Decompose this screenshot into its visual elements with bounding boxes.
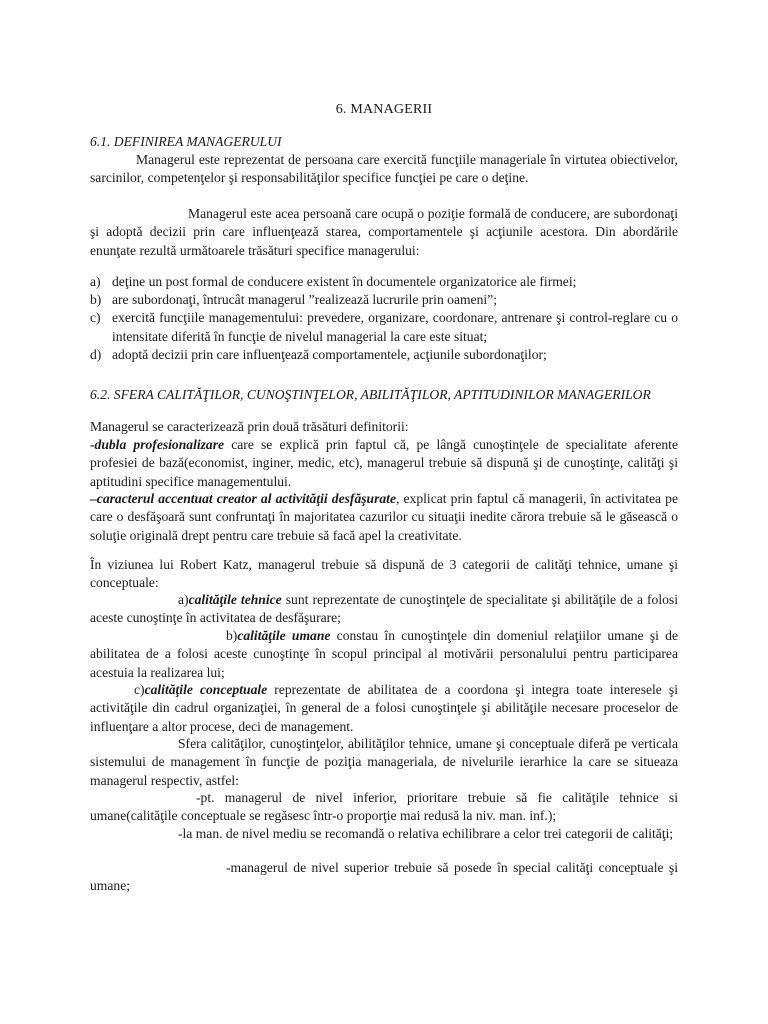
katz-paragraph: În viziunea lui Robert Katz, managerul trebuie să dispună de 3 categorii de calităţi tehnice, umane şi conceptuale: xyxy=(90,557,678,591)
list-item xyxy=(90,309,678,345)
list-item xyxy=(90,346,678,364)
quality-c-marker: c) xyxy=(134,682,145,697)
list-marker: c) xyxy=(90,310,101,326)
trait-2-term: –caracterul accentuat creator al activităţii desfăşurate xyxy=(90,491,396,506)
level-medium: -la man. de nivel mediu se recomandă o relativa echilibrare a celor trei categorii de calităţi; xyxy=(178,826,674,841)
list-item-text: deţine un post formal de conducere existent în documentele organizatorice ale firmei; xyxy=(112,274,577,289)
quality-c-term: calităţile conceptuale xyxy=(144,682,268,697)
list-item-text: are subordonaţi, întrucât managerul ”realizează lucrurile prin oameni”; xyxy=(112,292,497,308)
quality-human xyxy=(90,627,678,682)
quality-b-marker: b) xyxy=(226,628,238,643)
trait-2-text: , explicat prin faptul că managerii, în activitatea pe care o desfăşoară sunt confruntaţi în majoritatea cazurilor cu situaţii inedite cărora trebuie să le găsească o soluţie originală drept pentru care trebuie să facă apel la creativitate. xyxy=(90,491,678,543)
trait-creative-character xyxy=(90,490,678,545)
list-item xyxy=(90,291,678,309)
list-item xyxy=(90,273,678,291)
quality-c-text: reprezentate de abilitatea de a coordona şi integra toate interesele şi activităţile din cadrul organizaţiei, în general de a folosi cunoştinţele şi abilităţile necesare proceselor de influenţare a altor procese, deci de management. xyxy=(90,682,678,734)
trait-1-text: care se explică prin faptul că, pe lângă cunoştinţele de specialitate aferente profesiei de bază(economist, inginer, medic, etc), managerul trebuie să dispună şi de cunoştinţe, calităţi şi aptitudini specifice managementului. xyxy=(90,437,678,489)
list-item-text: adoptă decizii prin care influenţează comportamentele, acţiunile subordonaţilor; xyxy=(112,346,547,362)
section-2-heading: 6.2. SFERA CALITĂŢILOR, CUNOŞTINŢELOR, ABILITĂŢILOR, APTITUDINILOR MANAGERILOR xyxy=(90,387,651,402)
section-1-paragraph-1: Managerul este reprezentat de persoana care exercită funcţiile manageriale în virtutea obiectivelor, sarcinilor, competenţelor şi responsabilităţilor specifice funcţiei pe care o deţine. xyxy=(90,152,678,186)
level-superior: -managerul de nivel superior trebuie să posede în special calităţi conceptuale şi umane; xyxy=(90,860,678,894)
list-item-text: exercită funcţiile managementului: prevedere, organizare, coordonare, antrenare şi control-reglare cu o intensitate diferită în funcţie de nivelul managerial la care este situat; xyxy=(112,310,678,344)
list-marker: d) xyxy=(90,346,102,362)
section-1-paragraph-2: Managerul este acea persoană care ocupă o poziţie formală de conducere, are subordonaţi şi adoptă decizii prin care influenţează starea, comportamentele şi acţiunile acestora. Din abordările enunţate rezultă următoarele trăsături specifice managerului: xyxy=(90,206,678,258)
level-inferior: -pt. managerul de nivel inferior, prioritare trebuie să fie calităţile tehnice si umane(calităţile conceptuale se regăsesc într-o proporţie mai redusă la niv. man. inf.); xyxy=(90,790,678,824)
quality-a-term: calităţile tehnice xyxy=(188,592,282,607)
trait-dual-professionalization xyxy=(90,436,678,491)
trait-1-term: -dubla profesionalizare xyxy=(90,437,225,452)
section-2-intro: Managerul se caracterizează prin două trăsături definitorii: xyxy=(90,419,409,434)
list-marker: b) xyxy=(90,292,102,308)
quality-technical xyxy=(90,591,678,628)
section-1-heading: 6.1. DEFINIREA MANAGERULUI xyxy=(90,134,282,149)
sfera-paragraph: Sfera calităţilor, cunoştinţelor, abilităţilor tehnice, umane şi conceptuale diferă pe verticala sistemului de management în funcţie de poziţia manageriala, de nivelurile ierarhice la care se situeaza managerul respectiv, astfel: xyxy=(90,736,678,788)
quality-b-term: calităţile umane xyxy=(237,628,331,643)
quality-conceptual xyxy=(90,681,678,736)
list-marker: a) xyxy=(90,274,101,289)
quality-b-text: constau în cunoştinţele din domeniul relaţiilor umane şi de abilitatea de a folosi aceste cunoştinţe în scopul principal al motivării personalului pentru participarea acestuia la realizarea lui; xyxy=(90,628,678,680)
quality-a-marker: a) xyxy=(178,592,189,607)
page-title: 6. MANAGERII xyxy=(335,102,433,117)
quality-a-text: sunt reprezentate de cunoştinţele de specialitate şi abilităţile de a folosi aceste cunoştinţe în activitatea de desfăşurare; xyxy=(90,592,678,626)
manager-traits-list xyxy=(90,273,678,364)
